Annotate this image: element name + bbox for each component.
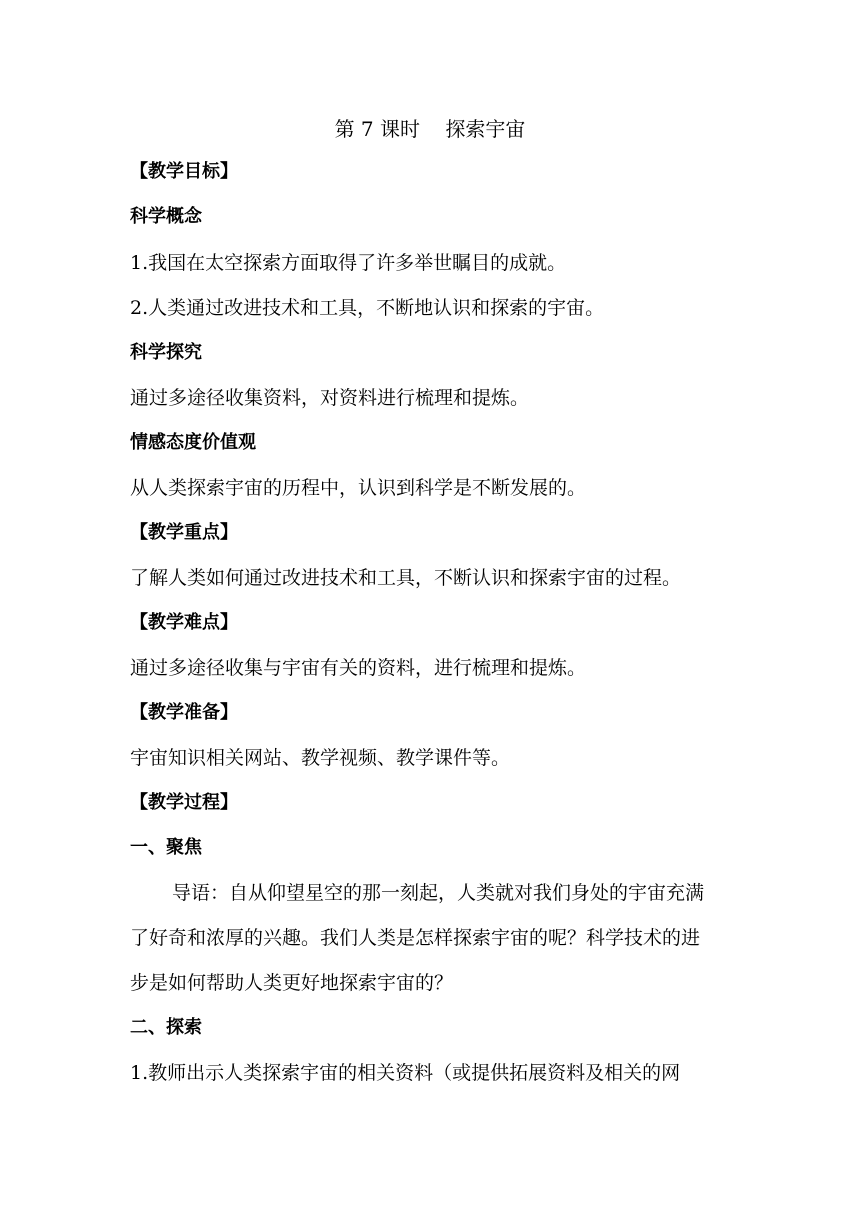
section-heading-process: 【教学过程】: [130, 792, 238, 813]
subheading-attitude-values: 情感态度价值观: [130, 432, 256, 453]
subheading-explore: 二、探索: [130, 1017, 202, 1038]
explore-item-1: 1.教师出示人类探索宇宙的相关资料（或提供拓展资料及相关的网: [130, 1062, 681, 1084]
section-heading-preparation: 【教学准备】: [130, 702, 238, 723]
intro-paragraph-line-2: 了好奇和浓厚的兴趣。我们人类是怎样探索宇宙的呢？科学技术的进: [130, 927, 701, 949]
concept-item-2: 2.人类通过改进技术和工具，不断地认识和探索的宇宙。: [130, 297, 605, 319]
key-points-text: 了解人类如何通过改进技术和工具，不断认识和探索宇宙的过程。: [130, 567, 682, 589]
concept-item-1: 1.我国在太空探索方面取得了许多举世瞩目的成就。: [130, 252, 567, 274]
lesson-title: 第 7 课时 探索宇宙: [334, 117, 526, 141]
subheading-science-inquiry: 科学探究: [130, 342, 202, 363]
difficulties-text: 通过多途径收集与宇宙有关的资料，进行梳理和提炼。: [130, 657, 587, 679]
intro-paragraph-line-1: 导语：自从仰望星空的那一刻起，人类就对我们身处的宇宙充满: [172, 882, 705, 904]
subheading-focus: 一、聚焦: [130, 837, 202, 858]
section-heading-objectives: 【教学目标】: [130, 161, 238, 182]
section-heading-key-points: 【教学重点】: [130, 522, 238, 543]
inquiry-text: 通过多途径收集资料，对资料进行梳理和提炼。: [130, 387, 530, 409]
section-heading-difficulties: 【教学难点】: [130, 612, 238, 633]
attitude-text: 从人类探索宇宙的历程中，认识到科学是不断发展的。: [130, 477, 587, 499]
preparation-text: 宇宙知识相关网站、教学视频、教学课件等。: [130, 747, 511, 769]
intro-paragraph-line-3: 步是如何帮助人类更好地探索宇宙的？: [130, 972, 454, 994]
subheading-science-concept: 科学概念: [130, 206, 202, 227]
